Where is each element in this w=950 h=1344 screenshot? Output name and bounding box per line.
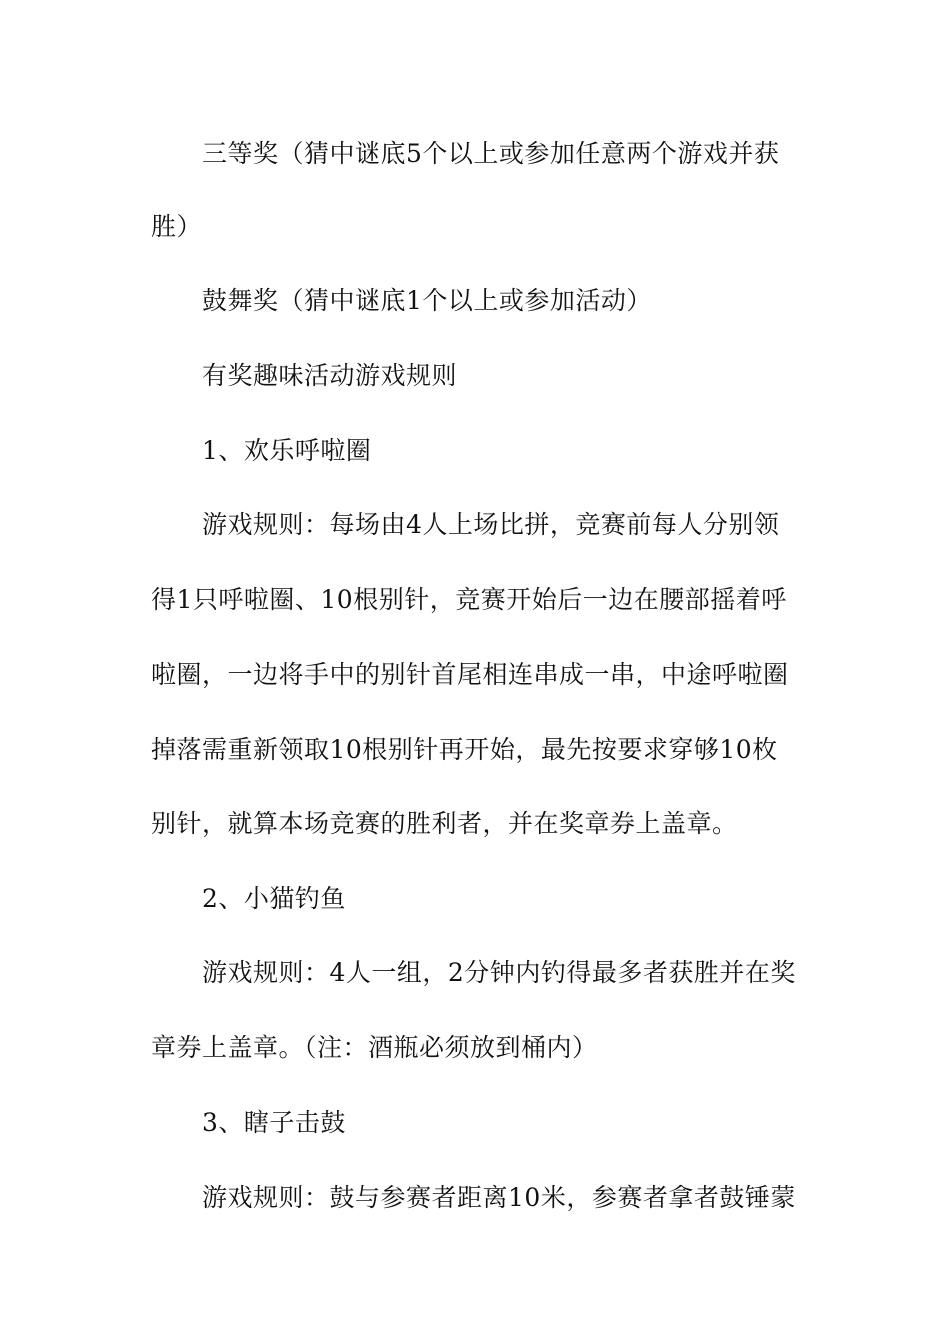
paragraph-third-prize-cont: 胜） — [151, 212, 203, 241]
paragraph-hula-rules-cont-4: 别针，就算本场竞赛的胜利者，并在奖章券上盖章。 — [151, 809, 738, 838]
paragraph-hula-rules-cont-2: 啦圈，一边将手中的别针首尾相连串成一串，中途呼啦圈 — [151, 660, 789, 689]
section-heading-game-rules: 有奖趣味活动游戏规则 — [202, 361, 458, 390]
paragraph-fishing-rules: 游戏规则：4人一组，2分钟内钓得最多者获胜并在奖 — [202, 958, 796, 987]
paragraph-hula-rules-cont-1: 得1只呼啦圈、10根别针，竞赛开始后一边在腰部摇着呼 — [151, 585, 787, 614]
game-title-kitten-fishing: 2、小猫钓鱼 — [202, 884, 346, 913]
paragraph-drumming-rules: 游戏规则：鼓与参赛者距离10米，参赛者拿者鼓锤蒙 — [202, 1183, 796, 1212]
paragraph-third-prize: 三等奖（猜中谜底5个以上或参加任意两个游戏并获 — [202, 139, 780, 168]
paragraph-hula-rules-cont-3: 掉落需重新领取10根别针再开始，最先按要求穿够10枚 — [151, 735, 778, 764]
game-title-hula-hoop: 1、欢乐呼啦圈 — [202, 436, 372, 465]
paragraph-hula-rules: 游戏规则：每场由4人上场比拼，竞赛前每人分别领 — [202, 510, 780, 539]
paragraph-fishing-rules-cont: 章券上盖章。（注：酒瓶必须放到桶内） — [151, 1033, 598, 1062]
game-title-blind-drumming: 3、瞎子击鼓 — [202, 1108, 346, 1137]
paragraph-encouragement-prize: 鼓舞奖（猜中谜底1个以上或参加活动） — [202, 286, 652, 315]
